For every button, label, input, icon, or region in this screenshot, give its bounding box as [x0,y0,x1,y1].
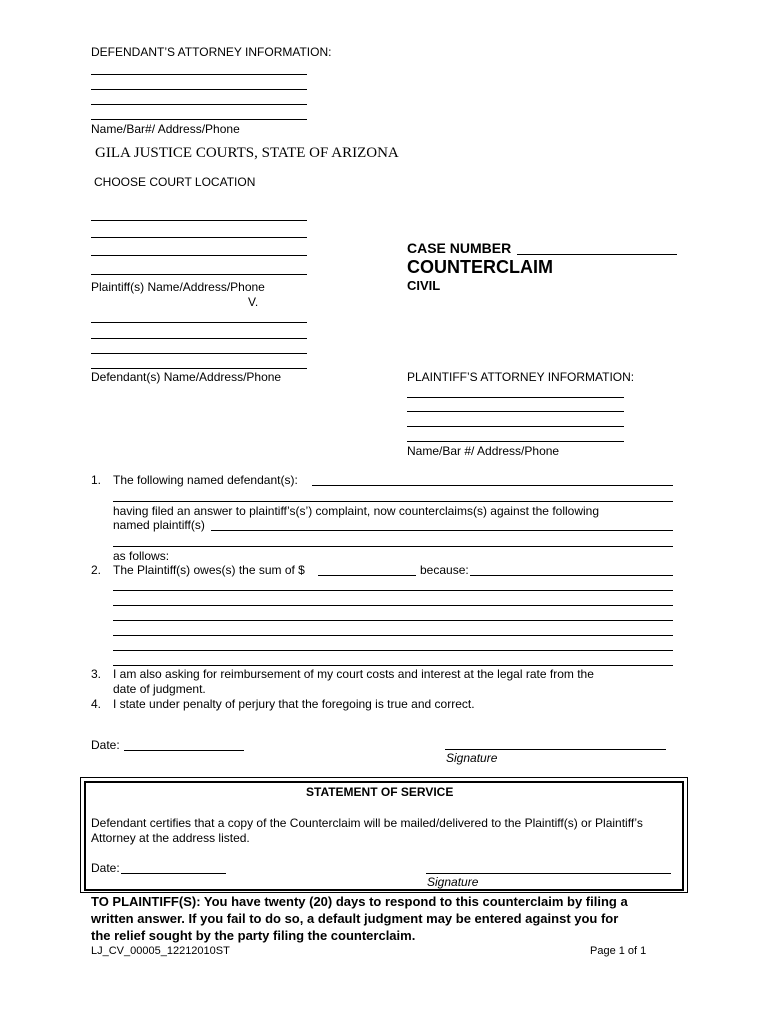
defendant-attorney-line-1[interactable] [91,74,307,75]
defendant-attorney-line-3[interactable] [91,104,307,105]
item-1-as-follows: as follows: [113,549,170,563]
signature-field[interactable] [445,749,666,750]
service-signature-label: Signature [427,875,479,889]
court-title: GILA JUSTICE COURTS, STATE OF ARIZONA [95,145,399,161]
plaintiff-caption: Plaintiff(s) Name/Address/Phone [91,280,265,294]
defendant-caption: Defendant(s) Name/Address/Phone [91,370,282,384]
item-2-because-label: because: [420,563,469,577]
item-3-line-2: date of judgment. [113,682,206,696]
versus-label: V. [248,295,259,309]
reason-line-6[interactable] [113,665,673,666]
plaintiff-names-field-2[interactable] [113,546,673,547]
page-number: Page 1 of 1 [590,945,647,957]
notice-line-2: written answer. If you fail to do so, a default judgment may be entered against you for [91,911,619,926]
service-signature-field[interactable] [426,873,671,874]
reason-line-1[interactable] [113,590,673,591]
plaintiff-attorney-heading: PLAINTIFF’S ATTORNEY INFORMATION: [407,370,635,384]
case-number-label: CASE NUMBER [407,240,512,256]
item-1-having-text: having filed an answer to plaintiff’s(s’) complaint, now counterclaims(s) against the following [113,504,600,518]
service-title: STATEMENT OF SERVICE [306,785,454,799]
reason-line-2[interactable] [113,605,673,606]
service-text-line-1: Defendant certifies that a copy of the Counterclaim will be mailed/delivered to the Plaintiff(s) or Plaintiff’s [91,816,643,830]
item-2-number: 2. [91,563,102,577]
reason-line-5[interactable] [113,650,673,651]
defendant-line-4[interactable] [91,368,307,369]
signature-label: Signature [446,751,498,765]
plaintiff-line-1[interactable] [91,220,307,221]
item-4-text: I state under penalty of perjury that the foregoing is true and correct. [113,697,475,711]
notice-line-1: TO PLAINTIFF(S): You have twenty (20) days to respond to this counterclaim by filing a [91,894,628,909]
service-text-line-2: Attorney at the address listed. [91,831,250,845]
amount-owed-field[interactable] [318,575,416,576]
document-type: CIVIL [407,278,441,293]
item-4-number: 4. [91,697,102,711]
date-label: Date: [91,738,120,752]
plaintiff-line-4[interactable] [91,274,307,275]
reason-line-4[interactable] [113,635,673,636]
notice-line-3: the relief sought by the party filing the counterclaim. [91,928,416,943]
service-date-field[interactable] [121,873,226,874]
defendant-line-1[interactable] [91,322,307,323]
item-2-label: The Plaintiff(s) owes(s) the sum of $ [113,563,305,577]
plaintiff-line-3[interactable] [91,255,307,256]
defendant-line-3[interactable] [91,353,307,354]
service-date-label: Date: [91,861,120,875]
item-3-number: 3. [91,667,102,681]
defendant-attorney-line-4[interactable] [91,119,307,120]
form-id: LJ_CV_00005_12212010ST [91,945,230,957]
plaintiff-attorney-line-3[interactable] [407,426,624,427]
date-field[interactable] [124,750,244,751]
plaintiff-attorney-line-1[interactable] [407,397,624,398]
defendant-names-field[interactable] [312,485,673,486]
defendant-attorney-line-2[interactable] [91,89,307,90]
reason-field[interactable] [470,575,673,576]
plaintiff-attorney-line-4[interactable] [407,441,624,442]
item-1-label: The following named defendant(s): [113,473,298,487]
reason-line-3[interactable] [113,620,673,621]
plaintiff-line-2[interactable] [91,237,307,238]
defendant-attorney-heading: DEFENDANT’S ATTORNEY INFORMATION: [91,45,332,59]
item-3-line-1: I am also asking for reimbursement of my court costs and interest at the legal rate from the [113,667,594,681]
defendant-names-field-2[interactable] [113,501,673,502]
defendant-line-2[interactable] [91,338,307,339]
court-location-select[interactable]: CHOOSE COURT LOCATION [94,175,256,189]
plaintiff-names-field[interactable] [211,530,673,531]
item-1-named-label: named plaintiff(s) [113,518,205,532]
item-1-number: 1. [91,473,102,487]
document-title: COUNTERCLAIM [407,257,553,277]
case-number-field[interactable] [517,254,677,255]
plaintiff-attorney-caption: Name/Bar #/ Address/Phone [407,444,560,458]
plaintiff-attorney-line-2[interactable] [407,411,624,412]
defendant-attorney-caption: Name/Bar#/ Address/Phone [91,122,240,136]
